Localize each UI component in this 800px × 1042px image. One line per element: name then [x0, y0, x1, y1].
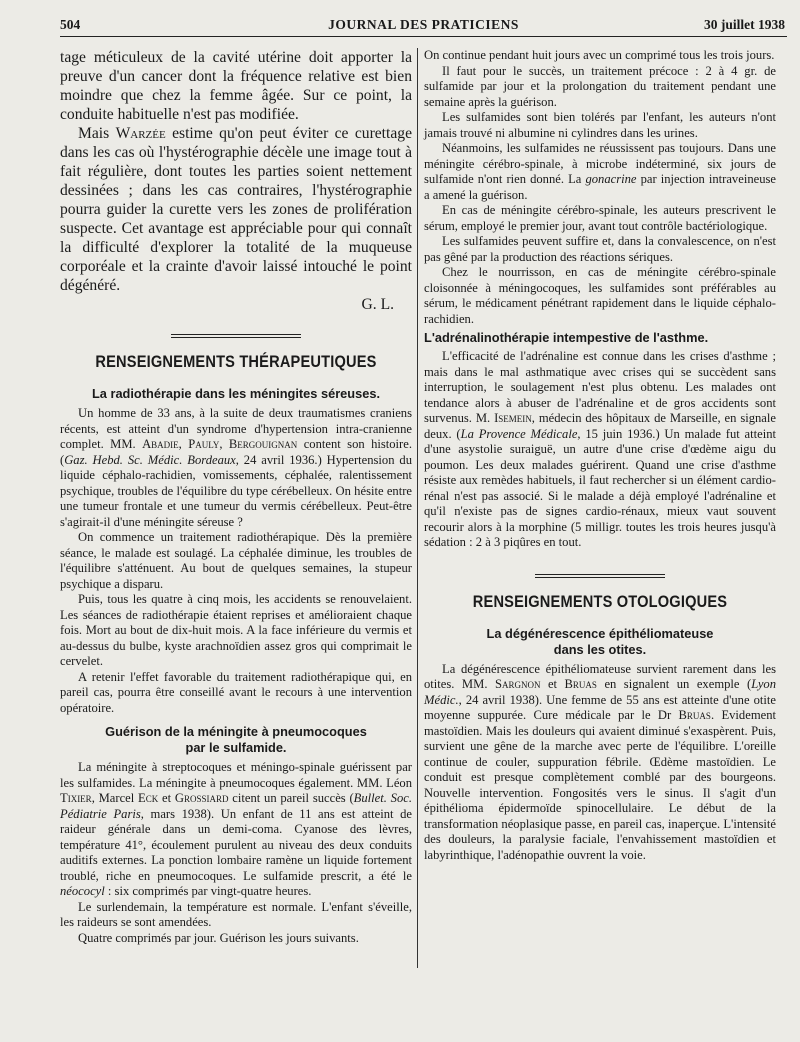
article-paragraph: Chez le nourrisson, en cas de méningite cérébro-spinale cloisonnée à méningocoques, les sulfamides sont préférables au sérum, le médicament pénétrant rapidement dans le liquide céphalo-rachidien. — [424, 265, 776, 326]
article-paragraph: L'efficacité de l'adrénaline est connue dans les crises d'asthme ; mais dans le mal asthmatique avec crises qui se succèdent sans interruption, le soulagement n'est plus obtenu. Les malades ont tendance alors à abuser de l'adrénaline et de gros accidents sont survenus. M. Isemein, médecin des hôpitaux de Marseille, en signale deux. (La Provence Médicale, 15 juin 1936.) Un malade fut atteint d'une asystolie suraiguë, un autre d'une crise d'œdème aigu du poumon. Les deux malades guérirent. Quand une crise d'asthme résiste aux remèdes habituels, il faut rechercher si un élément cardio-rénal n'est pas associé. Si le malade a déjà employé l'adrénaline et qu'il n'existe pas de signes cardio-rénaux, mieux vaut souvent recourir alors à la morphine (5 milligr. toutes les trois heures jusqu'à sédation : 2 à 3 piqûres en tout. — [424, 349, 776, 549]
article-paragraph: Puis, tous les quatre à cinq mois, les accidents se renouvelaient. Les séances de radiothérapie étaient reprises et amélioraient chaque fois. Mort au bout de dix-huit mois. A la face inférieure du vermis et au-dessus du bulbe, kyste arachnoïdien assez gros qui comprimait le cervelet. — [60, 592, 412, 668]
article-title-radiotherapie: La radiothérapie dans les méningites séreuses. — [91, 386, 381, 401]
article-paragraph: La méningite à streptocoques et méningo-spinale guérissent par les sulfamides. La méningite à pneumocoques également. MM. Léon Tixier, Marcel Eck et Grossiard citent un pareil succès (Bullet. Soc. Pédiatrie Paris, mars 1938). Un enfant de 11 ans est atteint de raideur générale dans un demi-coma. Cyanose des lèvres, température 41°, écoulement purulent au niveau des deux conduits auditifs externes. La ponction lombaire ramène un liquide fortement troublé, riche en pneumocoques. Le sulfamide prescrit, a été le néococyl : six comprimés par vingt-quatre heures. — [60, 760, 412, 898]
article-paragraph: Il faut pour le succès, un traitement précoce : 2 à 4 gr. de sulfamide par jour et la prolongation du traitement pendant une semaine après la guérison. — [424, 63, 776, 109]
page-number: 504 — [60, 17, 81, 32]
column-divider — [417, 48, 418, 968]
article-paragraph: Les sulfamides sont bien tolérés par l'enfant, les auteurs n'ont jamais trouvé ni albumine ni cylindres dans les urines. — [424, 110, 776, 140]
article-paragraph: A retenir l'effet favorable du traitement radiothérapique qui, en pareil cas, pourra être conseillé avant le recours à une intervention opératoire. — [60, 669, 412, 715]
article-title-adrenaline: L'adrénalinothérapie intempestive de l'asthme. — [424, 330, 709, 345]
article-paragraph: On continue pendant huit jours avec un comprimé tous les trois jours. — [424, 48, 775, 62]
article-paragraph: En cas de méningite cérébro-spinale, les auteurs prescrivent le sérum, employé le premier jour, avant tout contrôle bactériologique. — [424, 203, 776, 233]
page-header — [60, 14, 787, 37]
article-title-meningite: Guérison de la méningite à pneumocoques par le sulfamide. — [105, 724, 367, 755]
article-paragraph: Un homme de 33 ans, à la suite de deux traumatismes craniens récents, est atteint d'un syndrome d'hypertension intra-cranienne complet. MM. Abadie, Pauly, Bergouignan content son histoire. (Gaz. Hebd. Sc. Médic. Bordeaux, 24 avril 1936.) Hypertension du liquide céphalo-rachidien, vomissements, céphalée, ralentissement psychique, troubles de l'équilibre du type cérébelleux. On hésite entre une tumeur frontale et une tumeur du vermis cérébelleux. Peut-être s'agirait-il d'une méningite séreuse ? — [60, 406, 412, 529]
section-rule — [60, 325, 412, 343]
article-paragraph: Néanmoins, les sulfamides ne réussissent pas toujours. Dans une méningite cérébro-spinale, à microbe indéterminé, six jours de sulfamide n'ont rien donné. La gonacrine par injection intraveineuse a amené la guérison. — [424, 141, 776, 202]
section-rule — [424, 565, 776, 583]
article-paragraph: La dégénérescence épithéliomateuse survient rarement dans les otites. MM. Sargnon et Bruas en signalent un exemple (Lyon Médic., 24 avril 1938). Une femme de 55 ans est atteinte d'une otite moyenne suppurée. Cure médicale par le Dr Bruas. Evidement mastoïdien. Mais les douleurs qui avaient diminué s'exaspèrent. Puis, survient une gêne de la marche avec perte de l'équilibre. L'oreille continue de couler, suppuration fébrile. Œdème mastoïdien. Le conduit est presque complètement comblé par des bourgeons. Nouvelle intervention. Fongosités vers le sinus. Il s'agit d'un épithélioma épidermoïde spinocellulaire. Le début de la transformation néoplasique passe, en pareil cas, inaperçue. L'intensité des douleurs, la paralysie faciale, l'envahissement mastoïdien et labyrinthique, l'adénopathie ouvrent la voie. — [424, 661, 776, 862]
article-paragraph: On commence un traitement radiothérapique. Dès la première séance, le malade est soulagé. La céphalée diminue, les troubles de l'équilibre s'atténuent. Au bout de quelques semaines, la stupeur psychique a disparu. — [60, 530, 412, 591]
section-title-therapeutiques: RENSEIGNEMENTS THÉRAPEUTIQUES — [95, 352, 377, 371]
article-paragraph: Le surlendemain, la température est normale. L'enfant s'éveille, les raideurs se sont amendées. — [60, 899, 412, 929]
right-column — [424, 48, 776, 863]
author-name: Warzée — [115, 125, 166, 142]
article-paragraph: Les sulfamides peuvent suffire et, dans la convalescence, on n'est pas gêné par la production des réactions sériques. — [424, 234, 776, 264]
intro-paragraph-1: tage méticuleux de la cavité utérine doit apporter la preuve d'un cancer dont la fréquence relative est bien moindre que chez la femme âgée. Sur ce point, la conduite habituelle n'est pas modifiée. — [60, 49, 412, 123]
article-title-otites: La dégénérescence épithéliomateuse dans les otites. — [486, 625, 714, 657]
issue-date: 30 juillet 1938 — [704, 17, 785, 32]
article-paragraph: Quatre comprimés par jour. Guérison les jours suivants. — [78, 930, 359, 945]
signature: G. L. — [361, 296, 394, 313]
section-title-otologiques: RENSEIGNEMENTS OTOLOGIQUES — [472, 591, 728, 611]
journal-title: JOURNAL DES PRATICIENS — [328, 17, 519, 32]
left-column — [60, 48, 412, 946]
intro-paragraph-2: Mais Warzée estime qu'on peut éviter ce curettage dans les cas où l'hystérographie décèle une image tout à fait régulière, dont toutes les parties soient nettement dessinées ; dans les cas contraires, l'hystérographie pourra guider la curette vers les zones de prolifération suspecte. Cet avantage est appréciable pour qui connaît la difficulté d'explorer la totalité de la muqueuse corporéale et la crainte d'avoir laissé intouché le point dégénéré. — [60, 125, 412, 294]
